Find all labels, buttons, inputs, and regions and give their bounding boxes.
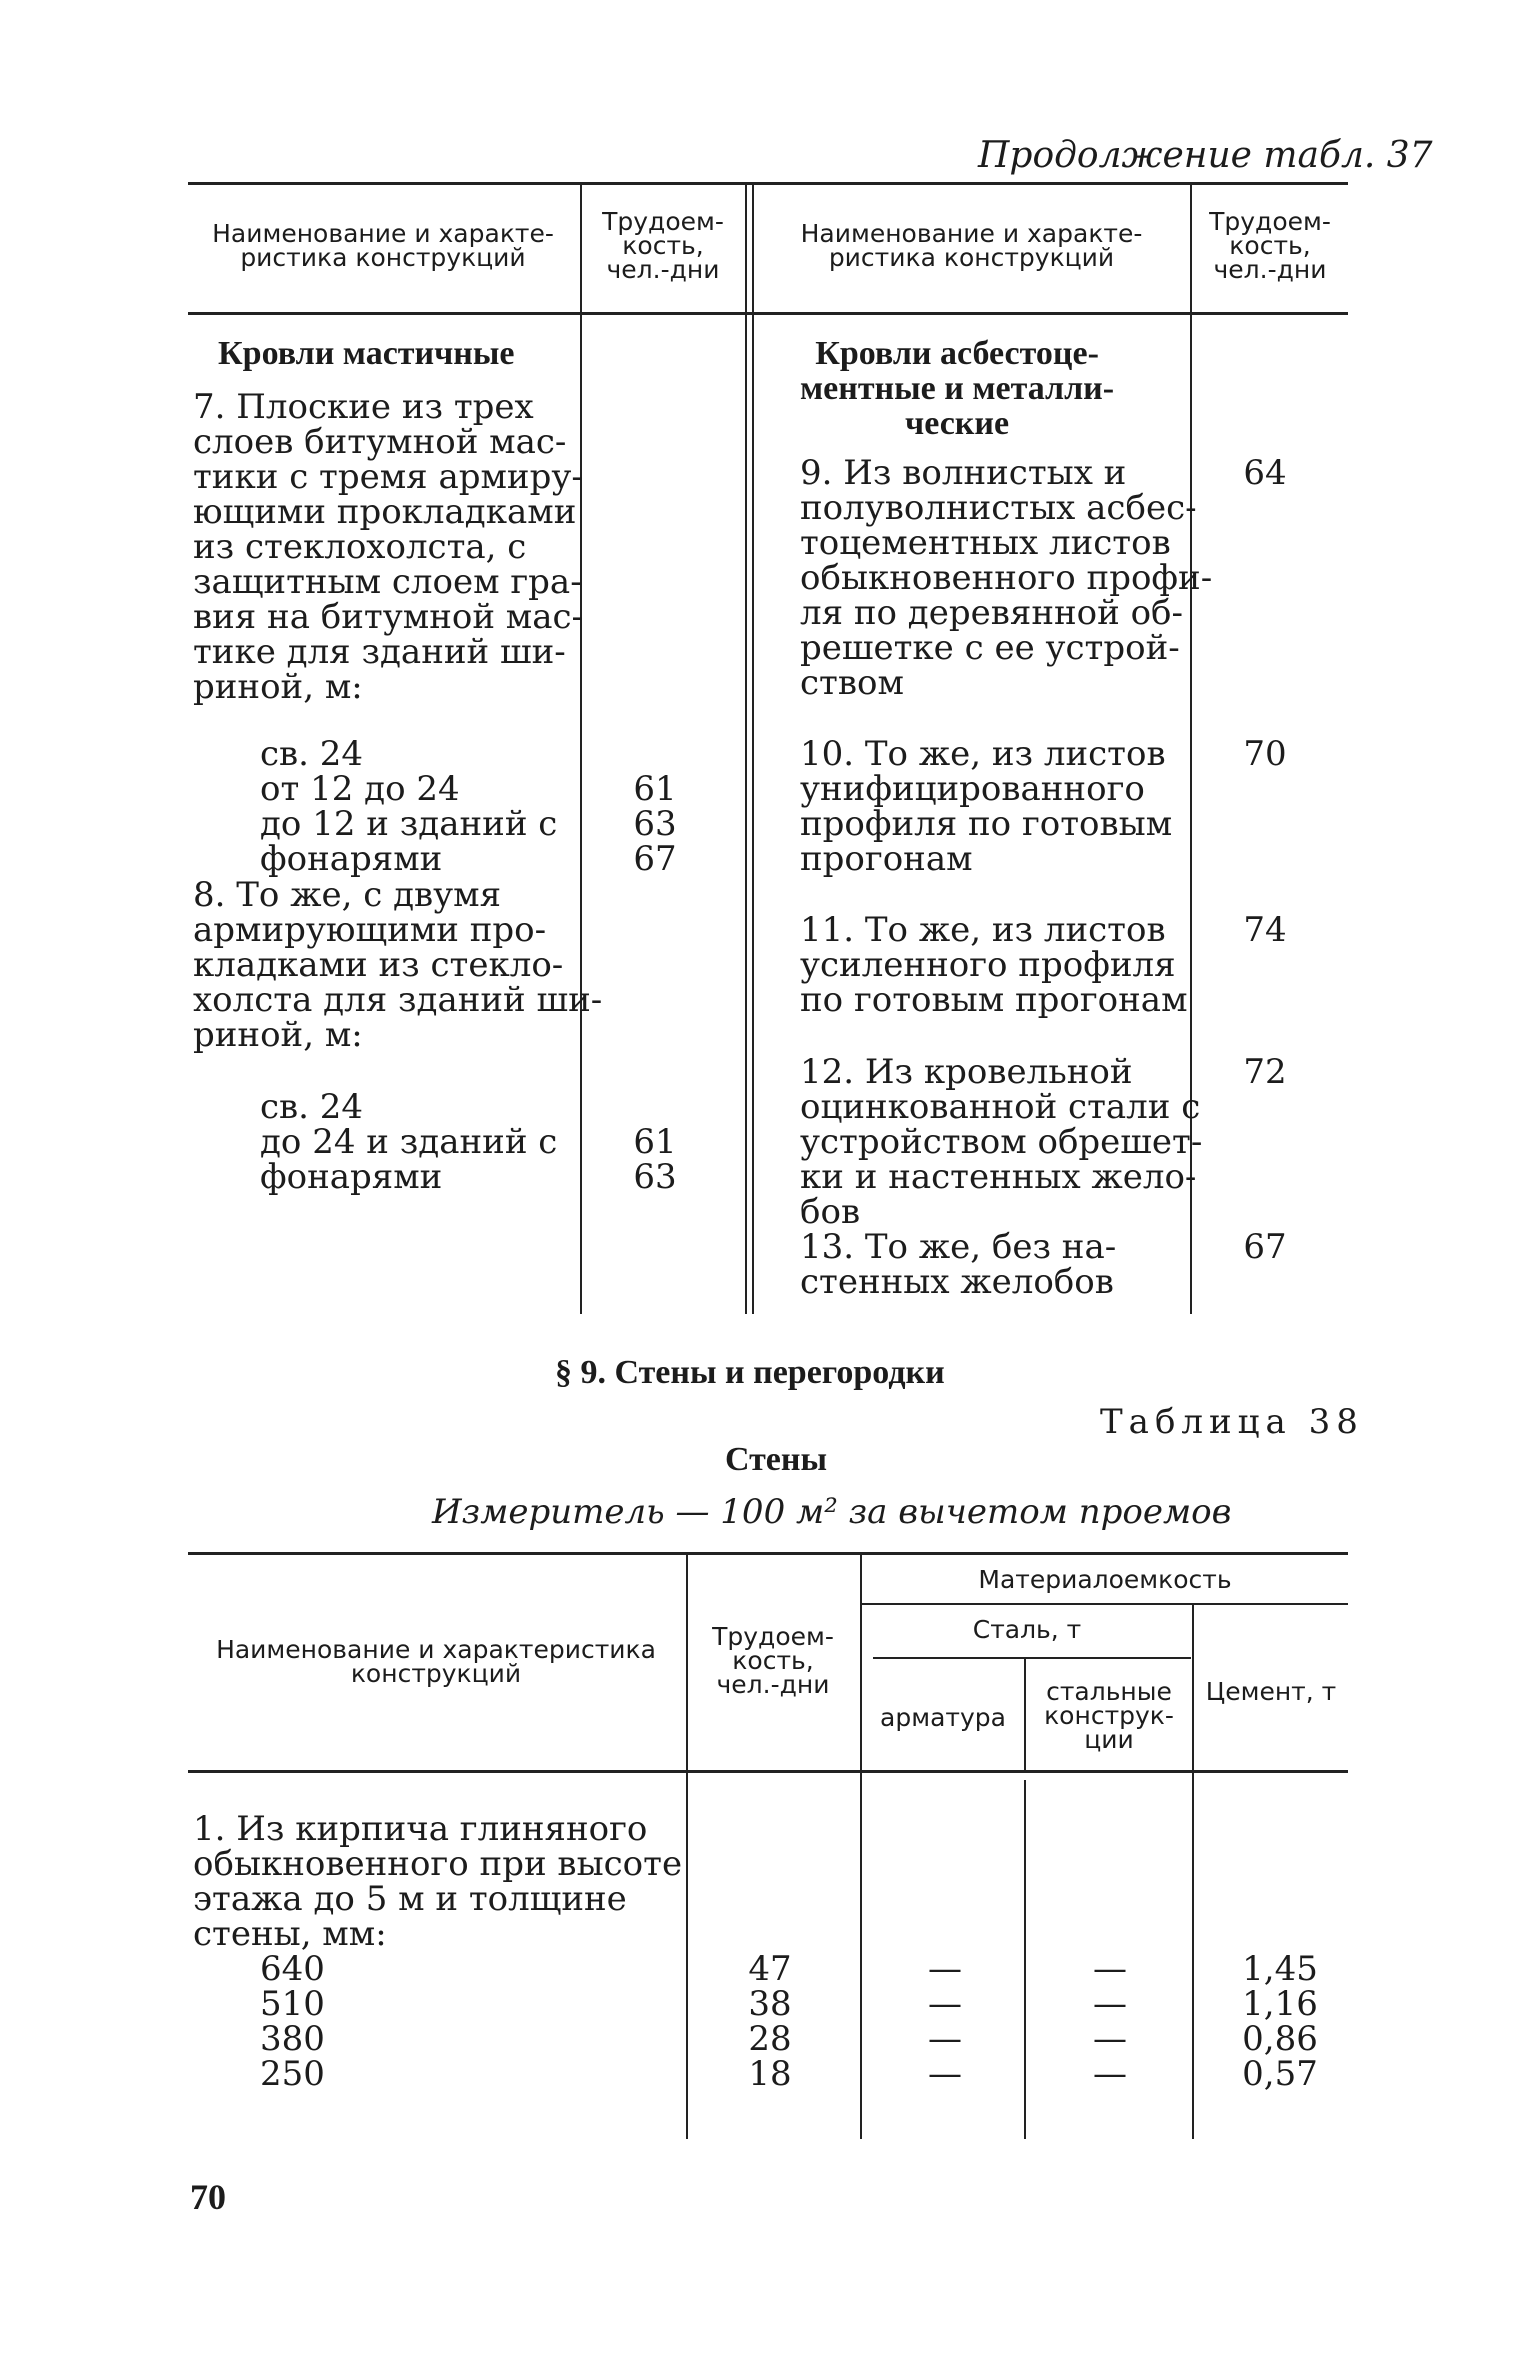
t37-item-9: 9. Из волнистых и полуволнистых асбес- тоцементных листов обыкновенного профи- ля по деревянной об- решетке с ее устрой- ством bbox=[800, 453, 1213, 703]
t38-material-rule bbox=[860, 1603, 1348, 1605]
t38-header-steel-structures: стальные конструк- ции bbox=[1044, 1677, 1174, 1754]
t38-row-size: 380 bbox=[260, 2019, 325, 2059]
t37-item-7-widths: св. 24 от 12 до 24 до 12 и зданий с фонарями bbox=[260, 734, 558, 879]
t38-row-size: 510 bbox=[260, 1984, 325, 2024]
t37-item-12-value: 72 bbox=[1243, 1052, 1287, 1092]
t37-item-10-value: 70 bbox=[1243, 734, 1287, 774]
t38-header-rebar: арматура bbox=[880, 1703, 1006, 1732]
t37-vline-2a bbox=[745, 184, 747, 1314]
t38-row-cement: 1,45 bbox=[1242, 1949, 1318, 1989]
t38-header-rule bbox=[188, 1770, 1348, 1773]
t37-item-12: 12. Из кровельной оцинкованной стали с устройством обрешет- ки и настенных жело- бов bbox=[800, 1052, 1203, 1232]
t37-item-13: 13. То же, без на- стенных желобов bbox=[800, 1227, 1117, 1302]
t38-row-size: 640 bbox=[260, 1949, 325, 1989]
t38-row-labor: 47 bbox=[748, 1949, 792, 1989]
page-number: 70 bbox=[190, 2177, 226, 2217]
t37-left-section-title: Кровли мастичные bbox=[218, 335, 515, 372]
t37-right-section-title: Кровли асбестоце- ментные и металли- ческие bbox=[800, 335, 1115, 442]
t38-row-steel: — bbox=[1093, 1949, 1127, 1989]
t37-vline-2b bbox=[752, 184, 754, 1314]
t37-item-11-value: 74 bbox=[1243, 910, 1287, 950]
t37-item-8-value: 61 bbox=[633, 1122, 677, 1162]
t37-item-8-value: 63 bbox=[633, 1157, 677, 1197]
t38-row-steel: — bbox=[1093, 1984, 1127, 2024]
t37-item-13-value: 67 bbox=[1243, 1227, 1287, 1267]
t37-top-rule bbox=[188, 182, 1348, 185]
t38-row-labor: 18 bbox=[748, 2054, 792, 2094]
continuation-caption: Продолжение табл. 37 bbox=[978, 135, 1433, 176]
t37-item-7: 7. Плоские из трех слоев битумной мас- тики с тремя армиру- ющими прокладками из стеклохолста, с защитным слоем гра- вия на битумной мас- тике для зданий ши- риной, м: bbox=[193, 387, 584, 707]
t38-header-name: Наименование и характеристика конструкций bbox=[216, 1635, 656, 1688]
t38-vline-3-body bbox=[1024, 1780, 1026, 2139]
t37-item-7-value: 63 bbox=[633, 804, 677, 844]
t37-header-labor-left: Трудоем- кость, чел.-дни bbox=[602, 207, 724, 284]
t38-header-material: Материалоемкость bbox=[978, 1565, 1232, 1594]
t37-item-9-value: 64 bbox=[1243, 453, 1287, 493]
t38-top-rule bbox=[188, 1552, 1348, 1555]
t37-item-8: 8. То же, с двумя армирующими про- кладками из стекло- холста для зданий ши- риной, м: bbox=[193, 875, 603, 1055]
t38-row-labor: 28 bbox=[748, 2019, 792, 2059]
t38-row-rebar: — bbox=[928, 1984, 962, 2024]
t38-row-cement: 0,86 bbox=[1242, 2019, 1318, 2059]
t37-item-7-value: 67 bbox=[633, 839, 677, 879]
table-label: Таблица 38 bbox=[1100, 1402, 1364, 1442]
t37-vline-1 bbox=[580, 184, 582, 1314]
t37-header-rule bbox=[188, 312, 1348, 315]
measure-caption: Измеритель — 100 м² за вычетом проемов bbox=[432, 1492, 1232, 1532]
t37-item-11: 11. То же, из листов усиленного профиля по готовым прогонам bbox=[800, 910, 1188, 1020]
t38-row-cement: 0,57 bbox=[1242, 2054, 1318, 2094]
t38-header-labor: Трудоем- кость, чел.-дни bbox=[712, 1622, 834, 1699]
t38-row-rebar: — bbox=[928, 1949, 962, 1989]
t38-steel-rule bbox=[873, 1657, 1191, 1659]
t37-header-name-left: Наименование и характе- ристика конструкций bbox=[212, 219, 554, 272]
t37-header-name-right: Наименование и характе- ристика конструкций bbox=[800, 219, 1143, 272]
t38-row-cement: 1,16 bbox=[1242, 1984, 1318, 2024]
t38-header-cement: Цемент, т bbox=[1205, 1677, 1337, 1706]
t37-item-8-widths: св. 24 до 24 и зданий с фонарями bbox=[260, 1087, 558, 1197]
t38-row-rebar: — bbox=[928, 2054, 962, 2094]
t38-item-1: 1. Из кирпича глиняного обыкновенного при высоте этажа до 5 м и толщине стены, мм: bbox=[193, 1809, 683, 1954]
t37-item-7-value: 61 bbox=[633, 769, 677, 809]
section-title: § 9. Стены и перегородки bbox=[555, 1354, 945, 1391]
t38-row-labor: 38 bbox=[748, 1984, 792, 2024]
t38-row-steel: — bbox=[1093, 2054, 1127, 2094]
t38-header-steel: Сталь, т bbox=[972, 1615, 1082, 1644]
table-title: Стены bbox=[725, 1441, 828, 1478]
t37-item-10: 10. То же, из листов унифицированного профиля по готовым прогонам bbox=[800, 734, 1173, 879]
t38-row-rebar: — bbox=[928, 2019, 962, 2059]
t38-row-size: 250 bbox=[260, 2054, 325, 2094]
t37-header-labor-right: Трудоем- кость, чел.-дни bbox=[1209, 207, 1331, 284]
t38-row-steel: — bbox=[1093, 2019, 1127, 2059]
